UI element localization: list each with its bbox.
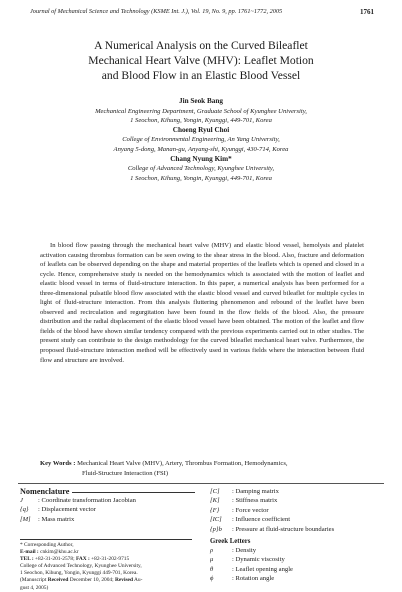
keywords-text: Mechanical Heart Valve (MHV), Artery, Thrombus Formation, Hemodynamics,: [77, 460, 288, 467]
footnote-line: College of Advanced Technology, Kyunghee University,: [20, 563, 142, 570]
greek-symbol: μ: [210, 556, 214, 564]
received-label: Received: [47, 577, 69, 584]
definition: : Leaflet opening angle: [232, 565, 293, 573]
nomenclature-left-column: [20, 487, 195, 524]
nomenclature-item: [210, 496, 385, 505]
definition: : Pressure at fluid-structure boundaries: [232, 525, 335, 533]
greek-letters-heading: Greek Letters: [210, 538, 251, 546]
nomenclature-right-column: [210, 487, 385, 584]
symbol: {p}b: [210, 525, 222, 533]
symbol: {F}: [210, 506, 220, 514]
title-line: A Numerical Analysis on the Curved Bileaflet: [94, 39, 308, 52]
keywords-text-cont: Fluid-Structure Interaction (FSI): [82, 469, 169, 477]
nomenclature-item: [210, 515, 385, 524]
footnote-line: gust 4, 2005): [20, 584, 49, 591]
nomenclature-heading-label: Nomenclature: [20, 487, 70, 496]
definition: : Damping matrix: [232, 488, 279, 495]
keywords: [40, 459, 364, 478]
footnote-line: 1 Seochon, Kihung, Yongin, Kyunggi 449-701, Korea.: [20, 570, 138, 577]
author-address: 1 Seochon, Kihung, Yongin, Kyunggi, 449-701, Korea: [130, 174, 272, 182]
greek-item: [210, 546, 385, 555]
paper-title: [40, 38, 362, 83]
author-name: Jin Seok Bang: [179, 97, 223, 105]
nomenclature-item: [20, 496, 195, 505]
email-value: cnkim@khu.ac.kr: [40, 549, 79, 556]
definition: : Influence coefficient: [232, 516, 291, 524]
nomenclature-item: [20, 515, 195, 524]
email-label: E-mail :: [20, 549, 39, 556]
fax-value: +82-31-202-9715: [91, 556, 130, 563]
symbol: {q}: [20, 506, 29, 514]
nomenclature-heading: [20, 487, 195, 496]
tel-value: +82-31-201-2578;: [35, 556, 75, 563]
heading-rule: [72, 492, 195, 493]
journal-citation: Journal of Mechanical Science and Technology (KSME Int. J.), Vol. 19, No. 9, pp. 1761~1772, 2005: [30, 8, 283, 15]
definition: : Mass matrix: [38, 515, 75, 523]
author-block: [40, 97, 362, 183]
nomenclature-item: [210, 525, 385, 534]
greek-item: [210, 574, 385, 583]
corresponding-author-footnote: [20, 539, 192, 592]
author-affiliation: Mechanical Engineering Department, Graduate School of Kyunghee University,: [95, 107, 307, 115]
manuscript-note: (Manuscript: [20, 577, 47, 584]
definition: : Density: [232, 547, 256, 555]
title-line: and Blood Flow in an Elastic Blood Vessel: [101, 69, 301, 82]
definition: : Stiffness matrix: [232, 497, 278, 505]
greek-symbol: ϕ: [210, 575, 214, 583]
symbol: [IC]: [210, 516, 222, 524]
author-name: Choeng Ryul Choi: [172, 125, 230, 134]
author-affiliation: College of Environmental Engineering, An Yang University,: [122, 136, 280, 144]
footnote-line: [20, 577, 192, 584]
greek-symbol: ρ: [210, 547, 214, 555]
title-line: Mechanical Heart Valve (MHV): Leaflet Motion: [88, 54, 314, 67]
nomenclature-item: [210, 487, 385, 496]
author-name: Chang Nyung Kim*: [170, 154, 232, 163]
author-entry: [40, 97, 362, 126]
symbol: [M]: [20, 515, 31, 523]
definition: : Dynamic viscosity: [232, 556, 285, 564]
symbol: J: [20, 497, 23, 504]
revised-label: Revised: [114, 577, 133, 584]
symbol: [C]: [210, 488, 220, 495]
definition: : Rotation angle: [232, 575, 275, 583]
author-entry: [40, 155, 362, 184]
greek-symbol: θ: [210, 565, 214, 573]
author-address: 1 Seochon, Kihung, Yongin, Kyunggi, 449-701, Korea: [130, 117, 272, 125]
revised-date-part: Au-: [134, 577, 143, 584]
author-affiliation: College of Advanced Technology, Kyunghee University,: [127, 165, 275, 173]
greek-item: [210, 565, 385, 574]
nomenclature-item: [20, 505, 195, 514]
abstract-text: In blood flow passing through the mechanical heart valve (MHV) and elastic blood vessel, hemolysis and platelet activation causing thrombus formation can be seen owing to the shear stress in the blood. Also, fracture and deformation of leaflets can be observed depending on the shape and material properties of the leaflets which is opened and closed in a cycle. Hence, comprehensive study is needed on the hemodynamics which is associated with the motion of leaflet and elastic blood vessel in terms of fluid-structure interaction. In this paper, a numerical analysis has been performed for a three-dimensional pulsatile blood flow associated with the elastic blood vessel and curved bileaflet for multiple cycles in light of fluid-structure interaction. From this analysis fluttering phenomenon and rebound of the leaflet have been observed and recirculation and regurgitation have been found in the flow fields of the blood. Also, the pressure distribution and the radial displacement of the elastic blood vessel have been obtained. The motion of the leaflet and flow fields of the blood have shown similar tendency compared with the previous experiments carried out in other studies. The present study can contribute to the design methodology for the curved bileaflet mechanical heart valve. Furthermore, the proposed fluid-structure interaction method will be effectively used in various fields where the interaction between fluid flow and structure are involved.: [40, 242, 364, 364]
section-divider: [18, 483, 384, 484]
definition: : Displacement vector: [38, 506, 96, 514]
running-head: [30, 8, 374, 20]
nomenclature-item: [210, 506, 385, 515]
greek-item: [210, 555, 385, 564]
definition: : Coordinate transformation Jacobian: [38, 497, 136, 504]
footnote-line: * Corresponding Author,: [20, 542, 74, 548]
author-address: Anyang 5-dong, Manan-gu, Anyang-shi, Kyunggi, 430-714, Korea: [113, 145, 289, 153]
definition: : Force vector: [232, 506, 269, 514]
fax-label: FAX :: [75, 556, 90, 563]
footnote-line: [20, 549, 192, 556]
page-number: 1761: [360, 8, 374, 16]
symbol: [K]: [210, 497, 220, 505]
received-date: December 10, 2004;: [69, 577, 114, 584]
tel-label: TEL :: [20, 556, 34, 563]
keywords-label: Key Words :: [40, 460, 76, 467]
author-entry: [40, 126, 362, 155]
